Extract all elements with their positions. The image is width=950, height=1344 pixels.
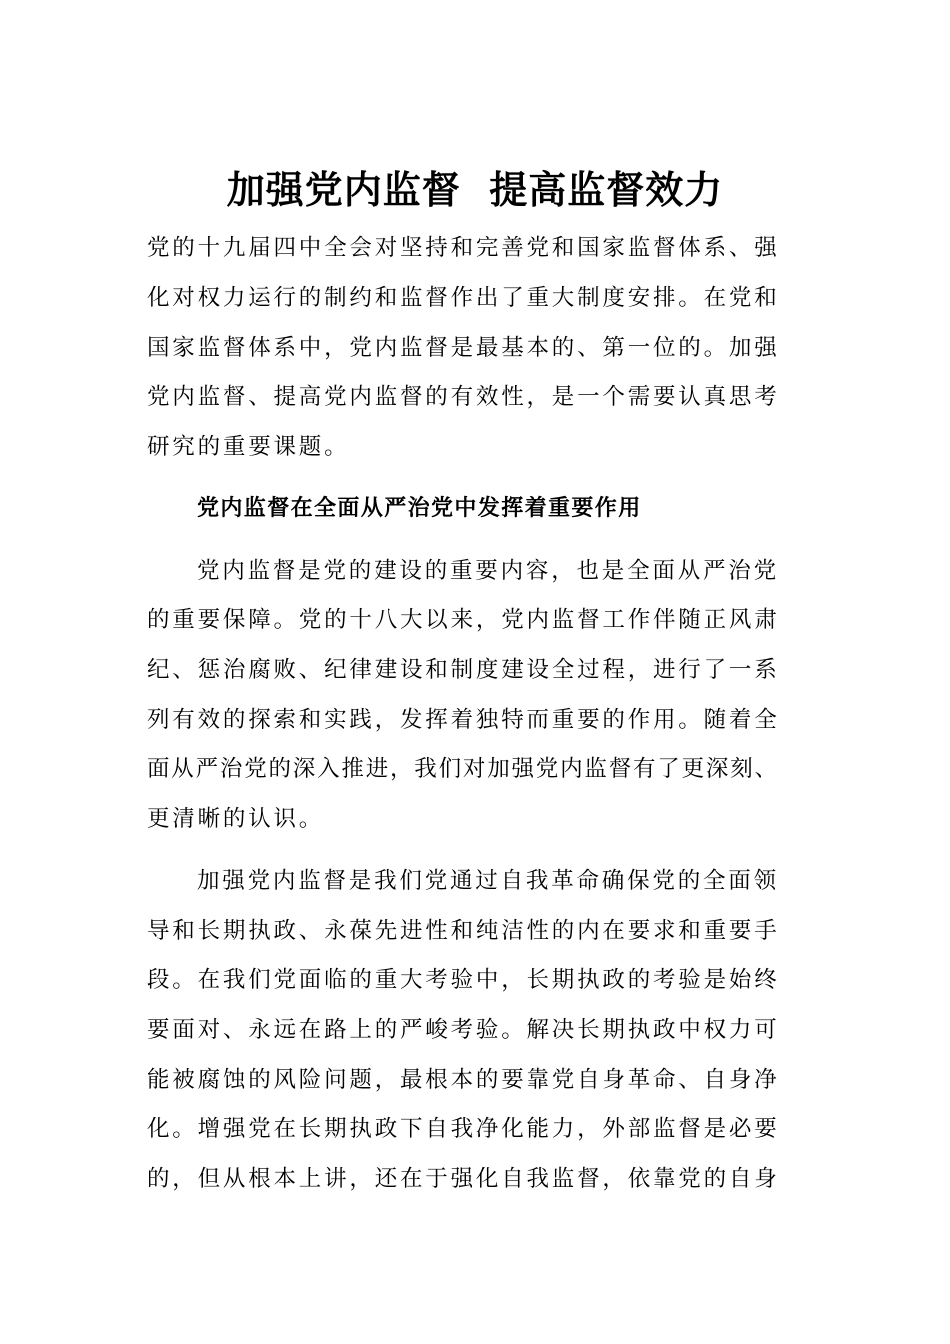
document-title: 加强党内监督 提高监督效力 xyxy=(226,168,724,212)
section-heading: 党内监督在全面从严治党中发挥着重要作用 xyxy=(197,496,642,521)
paragraph-line: 化。增强党在长期执政下自我净化能力，外部监督是必要 xyxy=(147,1116,780,1142)
paragraph-line: 能被腐蚀的风险问题，最根本的要靠党自身革命、自身净 xyxy=(147,1067,780,1093)
paragraph-line: 导和长期执政、永葆先进性和纯洁性的内在要求和重要手 xyxy=(147,918,780,944)
paragraph-line: 纪、惩治腐败、纪律建设和制度建设全过程，进行了一系 xyxy=(147,657,780,683)
paragraph-line: 列有效的探索和实践，发挥着独特而重要的作用。随着全 xyxy=(147,707,780,733)
paragraph-line: 的重要保障。党的十八大以来，党内监督工作伴随正风肃 xyxy=(147,607,780,633)
intro-line: 党的十九届四中全会对坚持和完善党和国家监督体系、强 xyxy=(147,235,780,261)
paragraph-line: 的，但从根本上讲，还在于强化自我监督，依靠党的自身 xyxy=(147,1166,780,1192)
paragraph-line: 加强党内监督是我们党通过自我革命确保党的全面领 xyxy=(197,868,779,894)
intro-line: 国家监督体系中，党内监督是最基本的、第一位的。加强 xyxy=(147,335,780,361)
paragraph-line: 面从严治党的深入推进，我们对加强党内监督有了更深刻、 xyxy=(147,756,779,782)
intro-line: 党内监督、提高党内监督的有效性，是一个需要认真思考 xyxy=(147,384,780,410)
paragraph-line: 段。在我们党面临的重大考验中，长期执政的考验是始终 xyxy=(147,967,780,993)
intro-line: 化对权力运行的制约和监督作出了重大制度安排。在党和 xyxy=(147,285,780,311)
intro-line: 研究的重要课题。 xyxy=(147,434,350,460)
paragraph-line: 要面对、永远在路上的严峻考验。解决长期执政中权力可 xyxy=(147,1017,780,1043)
paragraph-line: 更清晰的认识。 xyxy=(147,806,325,832)
paragraph-line: 党内监督是党的建设的重要内容，也是全面从严治党 xyxy=(197,558,779,584)
